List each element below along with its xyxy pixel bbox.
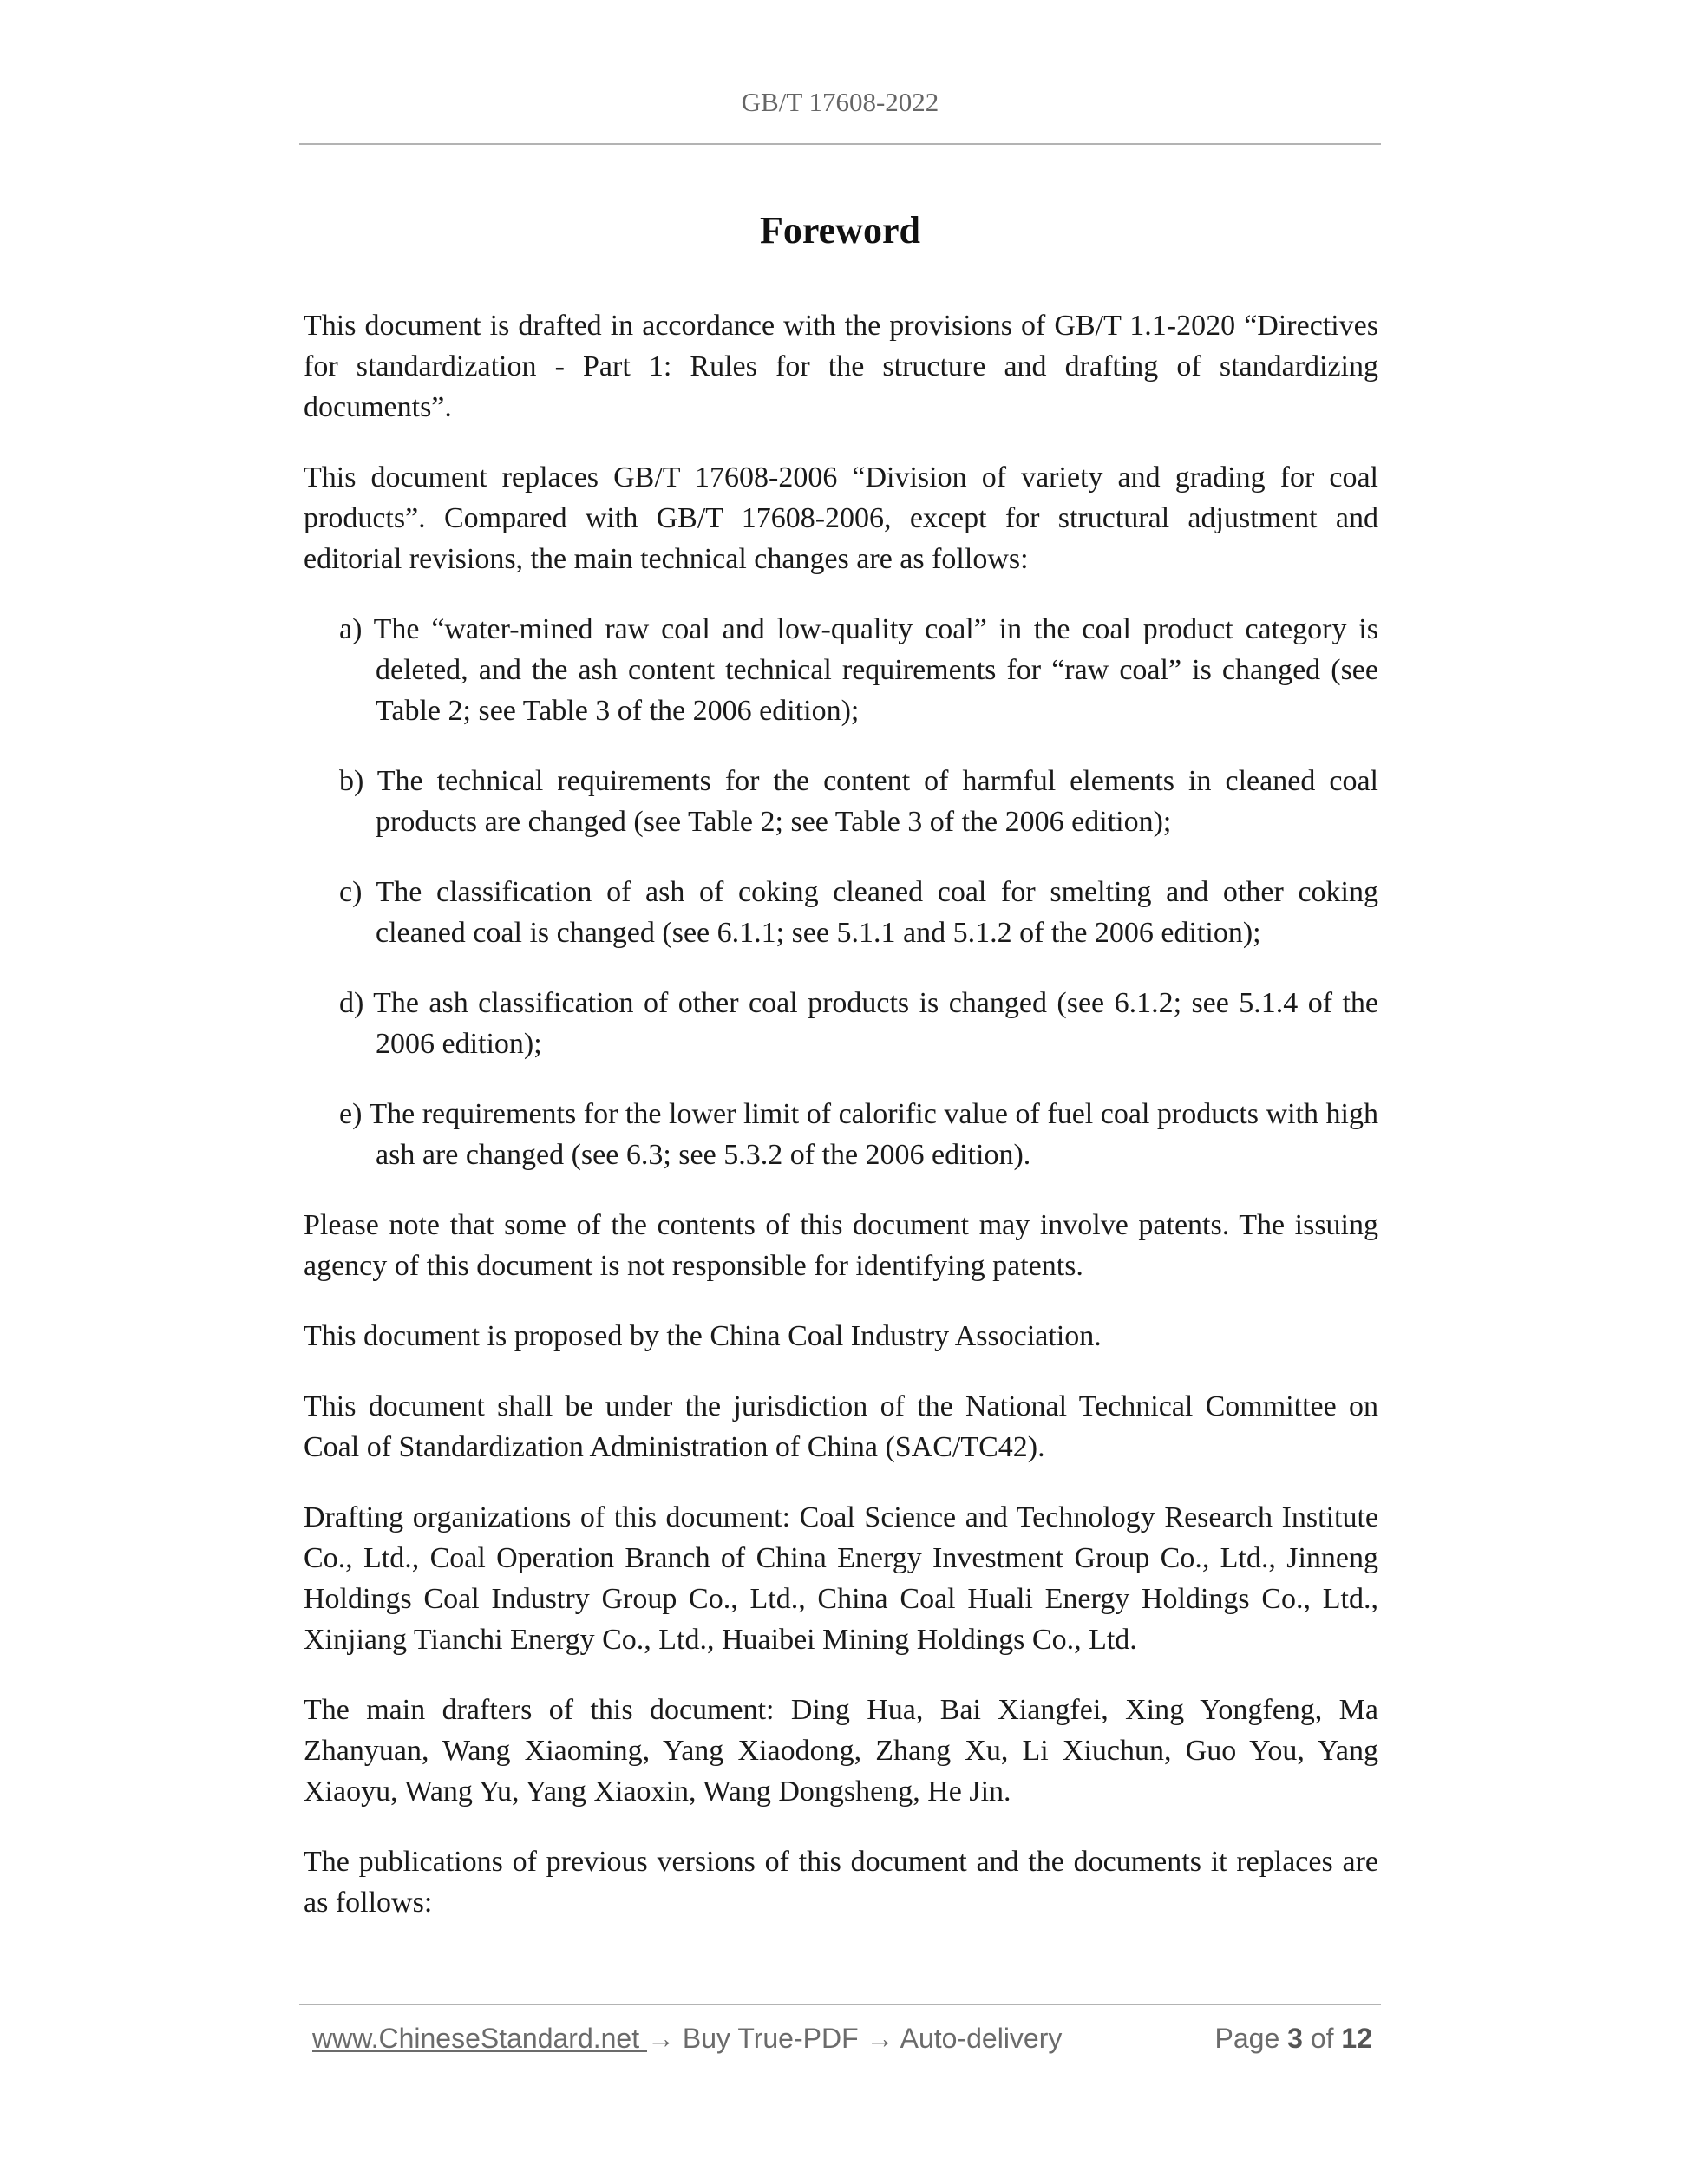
list-item: c) The classification of ash of coking cleaned coal for smelting and other coking cleaned coal is changed (see 6.1.1; see 5.1.1 and 5.1.2 of the 2006 edition); [339,876,1378,949]
paragraph-previous-versions: The publications of previous versions of this document and the documents it replaces are as follows: [304,1846,1378,1919]
paragraph-replacement: This document replaces GB/T 17608-2006 “Division of variety and grading for coal products”. Compared with GB/T 17608-2006, except for structural adjustment and editorial revisions, the main technical changes are as follows: [304,461,1378,575]
page-title: Foreword [760,209,920,252]
paragraph-proposer: This document is proposed by the China Coal Industry Association. [304,1320,1102,1352]
page-of-word: of [1310,2023,1334,2054]
list-item: b) The technical requirements for the content of harmful elements in cleaned coal products are changed (see Table 2; see Table 3 of the 2006 edition); [339,765,1378,838]
paragraph-drafting-rules: This document is drafted in accordance with the provisions of GB/T 1.1-2020 “Directives for standardization - Part 1: Rules for the structure and drafting of standardizing documents”. [304,310,1378,423]
page-number [1215,2023,1372,2055]
list-item: a) The “water-mined raw coal and low-quality coal” in the coal product category is deleted, and the ash content technical requirements for “raw coal” is changed (see Table 2; see Table 3 of the 2006 edition); [339,613,1378,727]
promo-text: → Buy True-PDF → Auto-delivery [647,2023,1063,2054]
list-item: d) The ash classification of other coal products is changed (see 6.1.2; see 5.1.4 of the 2006 edition); [339,987,1378,1060]
list-item: e) The requirements for the lower limit of calorific value of fuel coal products with high ash are changed (see 6.3; see 5.3.2 of the 2006 edition). [339,1098,1378,1171]
footer-promo [312,2023,1062,2055]
running-header [299,87,1381,118]
total-pages: 12 [1341,2023,1372,2054]
header-divider [299,143,1381,145]
foreword-body [304,305,1378,1952]
current-page: 3 [1287,2023,1303,2054]
paragraph-drafting-organizations: Drafting organizations of this document: Coal Science and Technology Research Institute Co., Ltd., Coal Operation Branch of China Energy Investment Group Co., Ltd., Jinneng Holdings Coal Industry Group Co., Ltd., China Coal Huali Energy Holdings Co., Ltd., Xinjiang Tianchi Energy Co., Ltd., Huaibei Mining Holdings Co., Ltd. [304,1501,1378,1656]
changes-list [304,609,1378,1175]
document-code: GB/T 17608-2022 [741,87,939,117]
website-link[interactable]: www.ChineseStandard.net [312,2023,647,2054]
page-word: Page [1214,2023,1280,2054]
paragraph-drafters: The main drafters of this document: Ding Hua, Bai Xiangfei, Xing Yongfeng, Ma Zhanyuan, Wang Xiaoming, Yang Xiaodong, Zhang Xu, Li Xiuchun, Guo You, Yang Xiaoyu, Wang Yu, Yang Xiaoxin, Wang Dongsheng, He Jin. [304,1694,1378,1808]
footer-divider [299,2004,1381,2005]
paragraph-jurisdiction: This document shall be under the jurisdiction of the National Technical Committee on Coal of Standardization Administration of China (SAC/TC42). [304,1390,1378,1463]
paragraph-patents: Please note that some of the contents of this document may involve patents. The issuing agency of this document is not responsible for identifying patents. [304,1209,1378,1282]
